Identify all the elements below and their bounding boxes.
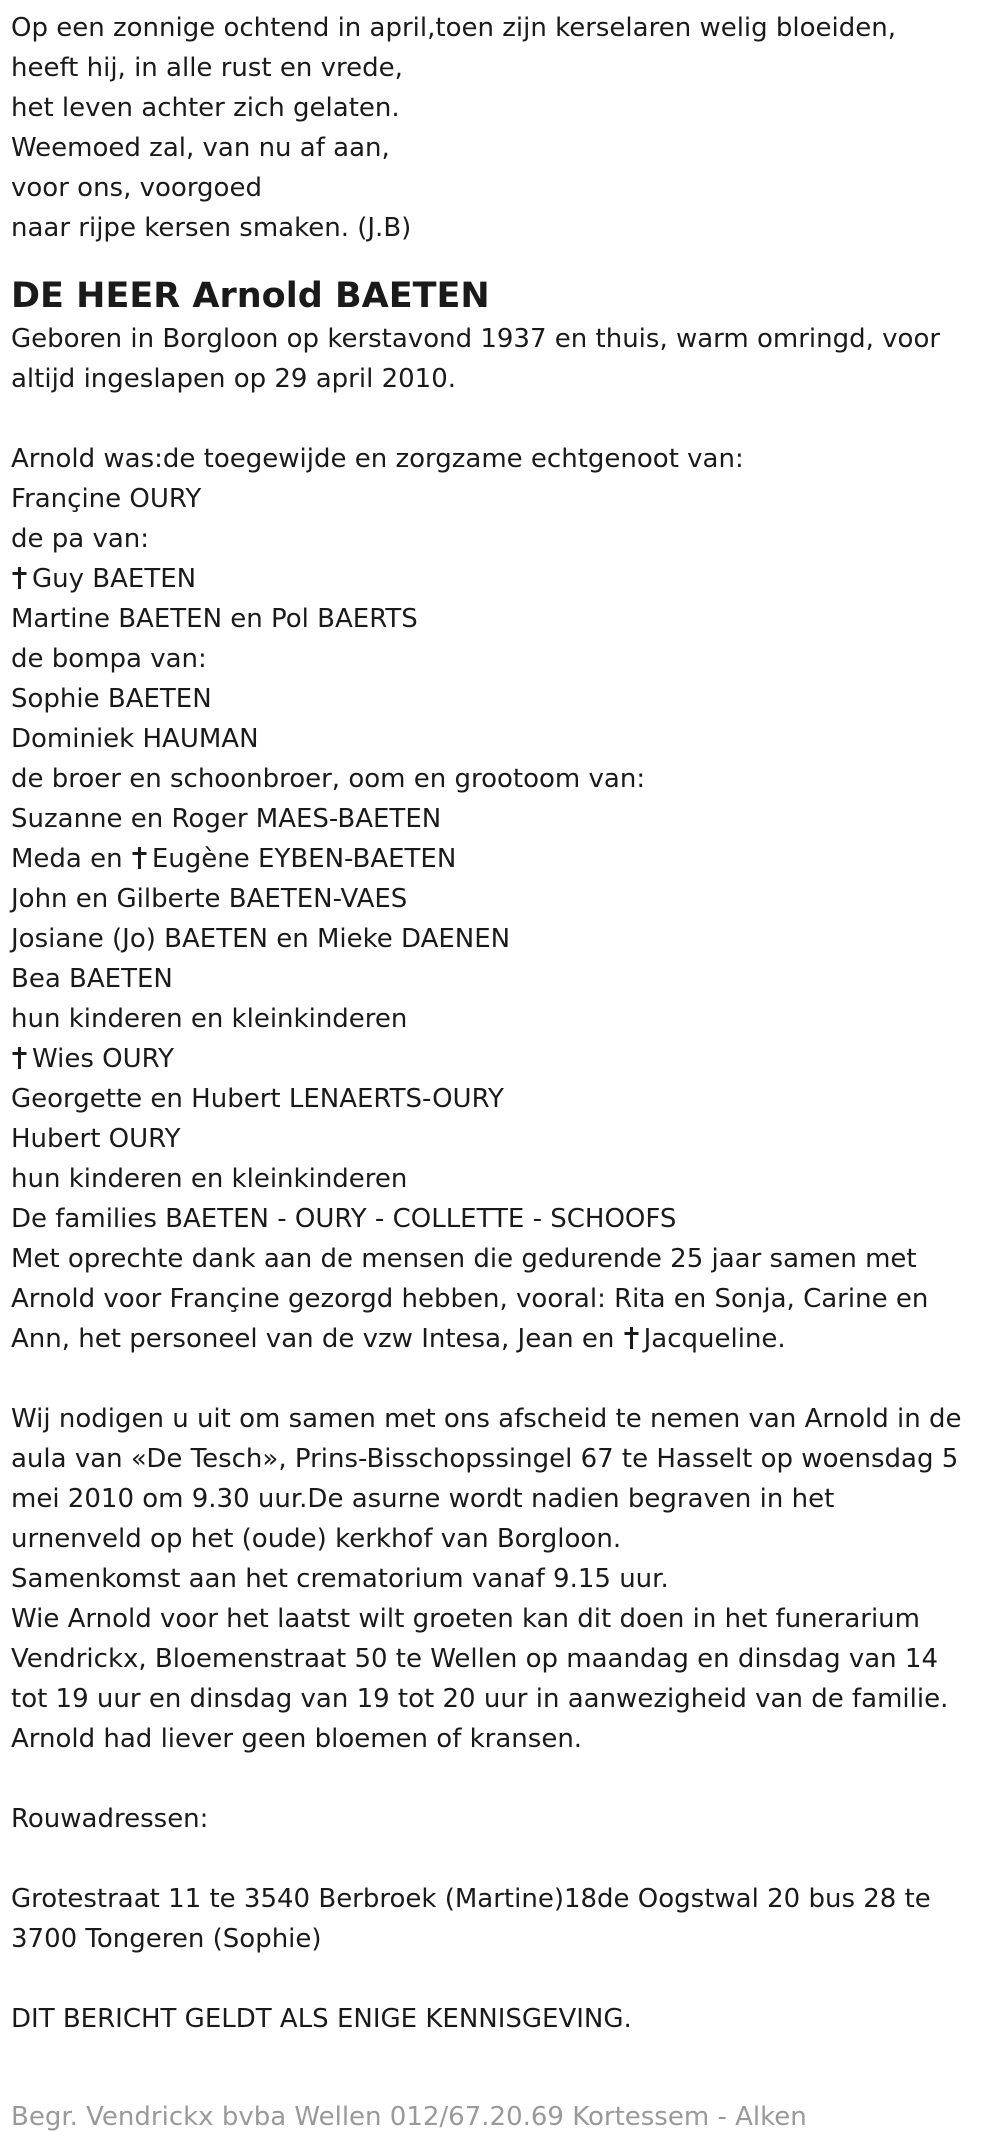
addresses: [11, 1879, 1000, 1959]
spouse-name: Françine OURY: [11, 484, 202, 514]
cross-icon: [131, 847, 148, 869]
child-item: [11, 559, 1000, 599]
spacer: [11, 399, 1000, 439]
families-line: De families BAETEN - OURY - COLLETTE - SCHOOFS: [11, 1204, 677, 1234]
notice: DIT BERICHT GELDT ALS ENIGE KENNISGEVING.: [11, 2004, 632, 2034]
sibling-item: [11, 839, 1000, 879]
address-line: 3700 Tongeren (Sophie): [11, 1924, 322, 1954]
birth-line: Geboren in Borgloon op kerstavond 1937 en thuis, warm omringd, voor: [11, 324, 941, 354]
sibling-item: Suzanne en Roger MAES-BAETEN: [11, 804, 442, 834]
ceremony-line: tot 19 uur en dinsdag van 19 tot 20 uur in aanwezigheid van de familie.: [11, 1684, 949, 1714]
poem-line: Weemoed zal, van nu af aan,: [11, 133, 390, 163]
poem-line: Op een zonnige ochtend in april,toen zijn kerselaren welig bloeiden,: [11, 13, 897, 43]
ceremony-paragraph: [11, 1399, 1000, 1759]
spouse-intro: Arnold was:de toegewijde en zorgzame echtgenoot van:: [11, 444, 744, 474]
poem-line: naar rijpe kersen smaken. (J.B): [11, 213, 412, 243]
thanks-paragraph: [11, 1239, 1000, 1359]
grandchild-item: Dominiek HAUMAN: [11, 724, 259, 754]
poem-line: voor ons, voorgoed: [11, 173, 262, 203]
ceremony-line: Wij nodigen u uit om samen met ons afscheid te nemen van Arnold in de: [11, 1404, 962, 1434]
ceremony-line: Arnold had liever geen bloemen of kransen.: [11, 1724, 583, 1754]
spacer: [11, 1359, 1000, 1399]
spacer: [11, 1959, 1000, 1999]
ceremony-line: Samenkomst aan het crematorium vanaf 9.15 uur.: [11, 1564, 669, 1594]
address-line: Grotestraat 11 te 3540 Berbroek (Martine)18de Oogstwal 20 bus 28 te: [11, 1884, 931, 1914]
child-name: Guy BAETEN: [32, 564, 197, 594]
sibling-name: Wies OURY: [32, 1044, 174, 1074]
grandchild-item: Sophie BAETEN: [11, 684, 212, 714]
sibling-item: [11, 1039, 1000, 1079]
spacer: [11, 1839, 1000, 1879]
ceremony-line: Vendrickx, Bloemenstraat 50 te Wellen op maandag en dinsdag van 14: [11, 1644, 939, 1674]
ceremony-line: urnenveld op het (oude) kerkhof van Borgloon.: [11, 1524, 622, 1554]
sibling-item: Bea BAETEN: [11, 964, 173, 994]
poem-line: het leven achter zich gelaten.: [11, 93, 400, 123]
thanks-line: Arnold voor Françine gezorgd hebben, vooral: Rita en Sonja, Carine en: [11, 1284, 929, 1314]
siblings-intro: de broer en schoonbroer, oom en grootoom van:: [11, 764, 646, 794]
family-list: [11, 439, 1000, 1239]
grandfather-intro: de bompa van:: [11, 644, 207, 674]
cross-icon: [623, 1327, 640, 1349]
sibling-item: hun kinderen en kleinkinderen: [11, 1164, 408, 1194]
ceremony-line: aula van «De Tesch», Prins-Bisschopssingel 67 te Hasselt op woensdag 5: [11, 1444, 959, 1474]
funeral-home-footer: Begr. Vendrickx bvba Wellen 012/67.20.69 Kortessem - Alken: [11, 2102, 807, 2132]
sibling-item: hun kinderen en kleinkinderen: [11, 1004, 408, 1034]
deceased-name-title: DE HEER Arnold BAETEN: [11, 276, 490, 316]
sibling-name-part: Meda en: [11, 844, 123, 874]
thanks-line: [11, 1319, 1000, 1359]
poem-line: heeft hij, in alle rust en vrede,: [11, 53, 403, 83]
thanks-text: Jacqueline.: [643, 1324, 786, 1354]
poem: [11, 8, 1000, 248]
sibling-item: John en Gilberte BAETEN-VAES: [11, 884, 408, 914]
ceremony-line: Wie Arnold voor het laatst wilt groeten kan dit doen in het funerarium: [11, 1604, 920, 1634]
birth-info: [11, 319, 1000, 399]
sibling-name-part: Eugène EYBEN-BAETEN: [151, 844, 457, 874]
thanks-text: Ann, het personeel van de vzw Intesa, Jean en: [11, 1324, 615, 1354]
spacer: [11, 1759, 1000, 1799]
addresses-label: Rouwadressen:: [11, 1804, 209, 1834]
sibling-item: Josiane (Jo) BAETEN en Mieke DAENEN: [11, 924, 511, 954]
ceremony-line: mei 2010 om 9.30 uur.De asurne wordt nadien begraven in het: [11, 1484, 835, 1514]
birth-line: altijd ingeslapen op 29 april 2010.: [11, 364, 457, 394]
father-intro: de pa van:: [11, 524, 150, 554]
sibling-item: Hubert OURY: [11, 1124, 181, 1154]
child-item: Martine BAETEN en Pol BAERTS: [11, 604, 418, 634]
cross-icon: [11, 1047, 28, 1069]
thanks-line: Met oprechte dank aan de mensen die gedurende 25 jaar samen met: [11, 1244, 917, 1274]
cross-icon: [11, 567, 28, 589]
sibling-item: Georgette en Hubert LENAERTS-OURY: [11, 1084, 504, 1114]
